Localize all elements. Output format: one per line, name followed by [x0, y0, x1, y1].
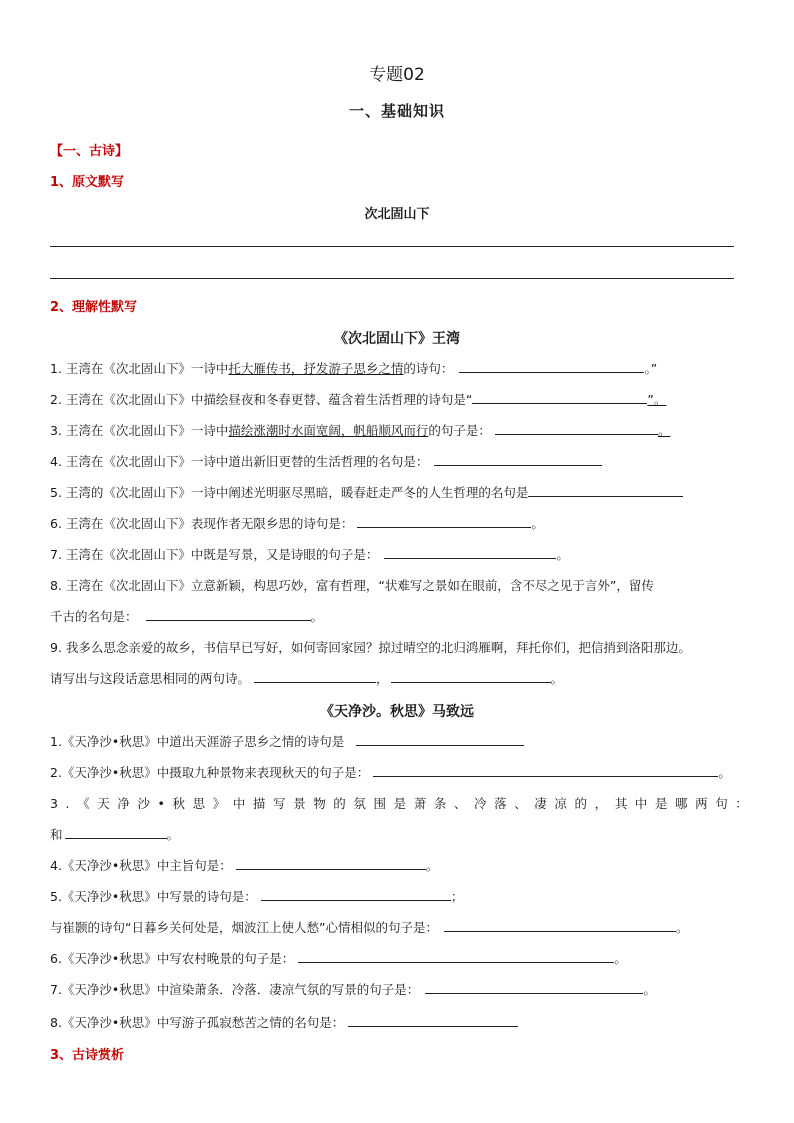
- answer-blank[interactable]: [348, 1014, 518, 1027]
- question-6: 6.《天净沙•秋思》中写农村晚景的句子是： 。: [50, 951, 627, 966]
- writing-line[interactable]: [50, 246, 734, 247]
- answer-blank[interactable]: [65, 826, 167, 839]
- poem-title: 次北固山下: [364, 207, 430, 222]
- question-1: 1. 王湾在《次北固山下》一诗中托大雁传书，抒发游子思乡之情的诗句： 。”: [50, 361, 658, 376]
- question-9: 9. 我多么思念亲爱的故乡，书信早已写好，如何寄回家园？掠过晴空的北归鸿雁啊，拜托你们，把信捎到洛阳那边。: [50, 640, 691, 655]
- question-8: 8.《天净沙•秋思》中写游子孤寂愁苦之情的名句是：: [50, 1013, 518, 1031]
- answer-blank[interactable]: [425, 981, 643, 994]
- answer-blank[interactable]: [356, 733, 524, 746]
- question-4: 4. 王湾在《次北固山下》一诗中道出新旧更替的生活哲理的名句是：: [50, 452, 602, 470]
- answer-blank[interactable]: [261, 888, 451, 901]
- answer-blank[interactable]: [444, 919, 676, 932]
- answer-blank[interactable]: [391, 670, 551, 683]
- question-5: 5.《天净沙•秋思》中写景的诗句是： ；: [50, 889, 464, 904]
- question-8-cont: 千古的名句是： 。: [50, 609, 324, 624]
- answer-blank[interactable]: [384, 546, 556, 559]
- section-label: 【一、古诗】: [50, 144, 129, 159]
- poem-heading: 《次北固山下》王湾: [334, 331, 460, 347]
- answer-blank[interactable]: [298, 950, 614, 963]
- item-heading-2: 2、理解性默写: [50, 300, 138, 315]
- question-3: 3.《天净沙•秋思》中描写景物的氛围是萧条、冷落、凄凉的，其中是哪两句：: [50, 796, 756, 811]
- answer-blank[interactable]: [434, 453, 602, 466]
- question-9-cont: 请写出与这段话意思相同的两句诗。 ， 。: [50, 671, 564, 686]
- answer-blank[interactable]: [236, 857, 426, 870]
- question-7: 7. 王湾在《次北固山下》中既是写景，又是诗眼的句子是： 。: [50, 547, 569, 562]
- item-heading-3: 3、古诗赏析: [50, 1048, 125, 1063]
- answer-blank[interactable]: [495, 422, 658, 435]
- item-heading-1: 1、原文默写: [50, 175, 125, 190]
- question-3: 3. 王湾在《次北固山下》一诗中描绘涨潮时水面宽阔，帆船顺风而行的句子是： 。: [50, 423, 671, 438]
- answer-blank[interactable]: [528, 484, 683, 497]
- question-3-cont: 和 。: [50, 827, 180, 842]
- page-title: 专题02: [369, 65, 425, 85]
- question-2: 2. 王湾在《次北固山下》中描绘昼夜和冬春更替、蕴含着生活哲理的诗句是“ ”。: [50, 392, 667, 407]
- answer-blank[interactable]: [357, 515, 531, 528]
- question-5b: 与崔颢的诗句“日暮乡关何处是，烟波江上使人愁”心情相似的句子是： 。: [50, 920, 689, 935]
- answer-blank[interactable]: [472, 391, 647, 404]
- writing-line[interactable]: [50, 278, 734, 279]
- answer-blank[interactable]: [373, 764, 718, 777]
- answer-blank[interactable]: [254, 670, 376, 683]
- question-5: 5. 王湾的《次北固山下》一诗中阐述光明驱尽黑暗，暖春赶走严冬的人生哲理的名句是: [50, 483, 683, 501]
- question-4: 4.《天净沙•秋思》中主旨句是： 。: [50, 858, 439, 873]
- answer-blank[interactable]: [459, 360, 644, 373]
- section-heading: 一、基础知识: [348, 102, 445, 120]
- poem-heading: 《天净沙。秋思》马致远: [320, 704, 474, 720]
- question-8: 8. 王湾在《次北固山下》立意新颖，构思巧妙，富有哲理，“状难写之景如在眼前，含不尽之见于言外”，留传: [50, 578, 654, 593]
- answer-blank[interactable]: [146, 608, 311, 621]
- question-2: 2.《天净沙•秋思》中摄取九种景物来表现秋天的句子是： 。: [50, 765, 731, 780]
- question-7: 7.《天净沙•秋思》中渲染萧条．冷落．凄凉气氛的写景的句子是： 。: [50, 982, 656, 997]
- question-1: 1.《天净沙•秋思》中道出天涯游子思乡之情的诗句是: [50, 732, 524, 750]
- question-6: 6. 王湾在《次北固山下》表现作者无限乡思的诗句是： 。: [50, 516, 544, 531]
